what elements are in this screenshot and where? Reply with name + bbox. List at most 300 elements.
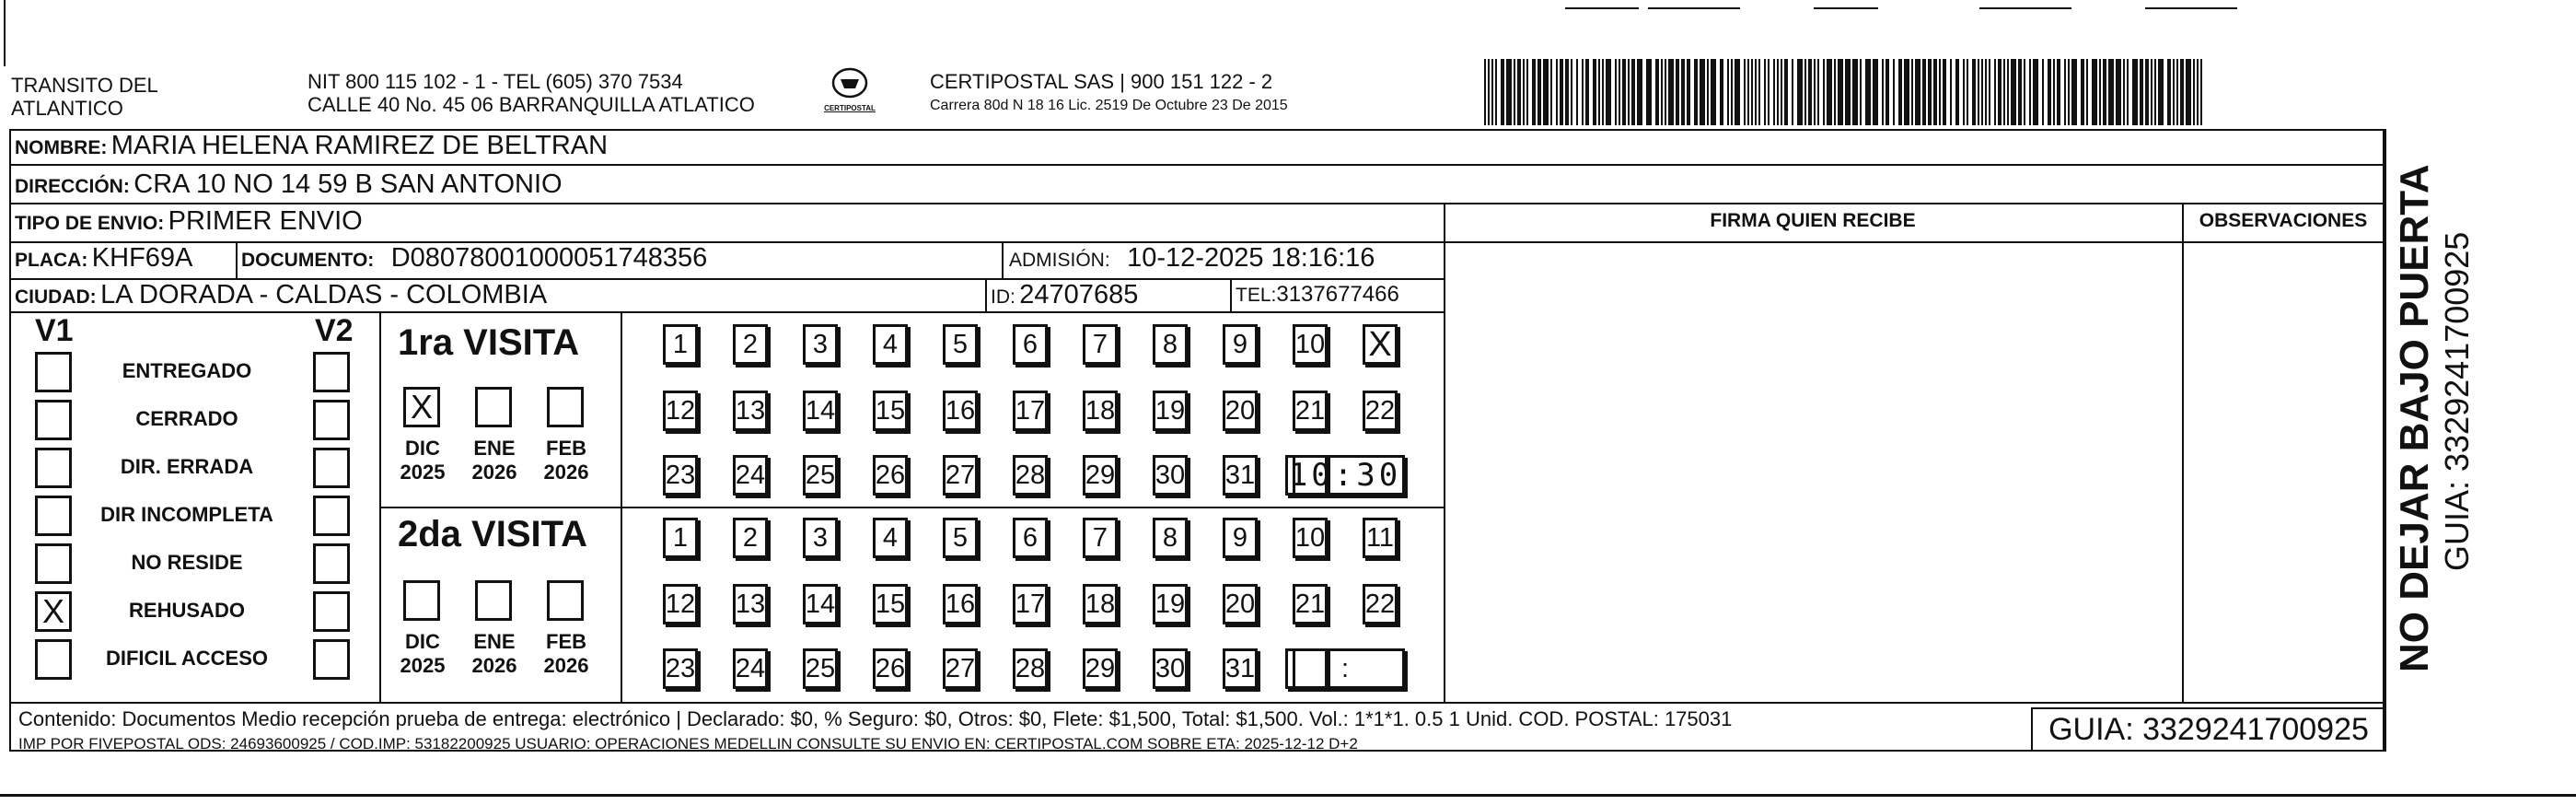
left-edge-line xyxy=(4,0,6,66)
visit2-day-box[interactable]: 27 xyxy=(943,648,978,689)
side-guia: GUIA: 3329241700925 xyxy=(2438,231,2476,571)
visit1-day-box[interactable]: 30 xyxy=(1153,455,1188,496)
barcode-bar xyxy=(1972,59,1976,125)
barcode-bar xyxy=(1768,59,1770,125)
barcode-bar xyxy=(1751,59,1753,125)
barcode-bar xyxy=(1707,59,1709,125)
visit2-day-box[interactable]: 25 xyxy=(803,648,838,689)
month-year: 2025 xyxy=(400,654,446,677)
visit1-day-box[interactable]: 24 xyxy=(733,455,768,496)
visit1-month-checkbox[interactable]: X xyxy=(403,387,440,427)
visit1-day-box[interactable]: 7 xyxy=(1083,324,1118,365)
visit1-day-box[interactable]: 20 xyxy=(1223,391,1258,431)
barcode-bar xyxy=(1904,59,1909,125)
visit1-day-box[interactable]: 31 xyxy=(1223,455,1258,496)
v1-checkbox[interactable] xyxy=(35,448,72,488)
v2-checkbox[interactable] xyxy=(313,496,350,536)
barcode-bar xyxy=(1985,59,1987,125)
month-year: 2025 xyxy=(400,461,446,484)
visit2-day-box[interactable]: 9 xyxy=(1223,518,1258,558)
barcode-bar xyxy=(1571,59,1572,125)
barcode-bar xyxy=(1981,59,1983,125)
footer-line1: Contenido: Documentos Medio recepción prueba de entrega: electrónico | Declarado: $0, % Seguro: $0, Otros: $0, Flete: $1,500, Total: $1,500. Vol.: 1*1*1. 0.5 1 Unid. COD. POSTAL: 175031 xyxy=(18,707,1733,730)
visit2-month-checkbox[interactable] xyxy=(547,580,584,621)
visit2-day-box[interactable]: 8 xyxy=(1153,518,1188,558)
barcode-bar xyxy=(2200,59,2202,125)
barcode-bar xyxy=(1744,59,1746,125)
footer-line2: IMP POR FIVEPOSTAL ODS: 24693600925 / COD.IMP: 53182200925 USUARIO: OPERACIONES MEDELLIN CONSULTE SU ENVIO EN: CERTIPOSTAL.COM SOBRE ETA: 2025-12-12 D+2 xyxy=(18,735,1358,752)
visit2-day-box[interactable]: 19 xyxy=(1153,584,1188,624)
barcode-bar xyxy=(1797,59,1803,125)
logo-text: CERTIPOSTAL xyxy=(824,104,876,112)
visit1-day-box[interactable]: 10 xyxy=(1293,324,1328,365)
status-label: ENTREGADO xyxy=(122,359,252,382)
visit1-month-label xyxy=(462,437,527,484)
barcode-bar xyxy=(1845,59,1851,125)
barcode-bar xyxy=(1637,59,1642,125)
bottom-edge-line xyxy=(0,794,2576,797)
barcode-bar xyxy=(1514,59,1515,125)
v1-checkbox[interactable]: X xyxy=(35,591,72,632)
observaciones-header: OBSERVACIONES xyxy=(2199,210,2368,231)
barcode-bar xyxy=(1602,59,1604,125)
v2-checkbox[interactable] xyxy=(313,543,350,584)
top-dash-2 xyxy=(1648,7,1740,9)
visit1-day-box[interactable]: 28 xyxy=(1013,455,1048,496)
barcode-bar xyxy=(1720,59,1723,125)
visit2-day-box[interactable]: 30 xyxy=(1153,648,1188,689)
month-year: 2026 xyxy=(471,461,517,484)
barcode-bar xyxy=(2064,59,2066,125)
barcode-bar xyxy=(2053,59,2055,125)
barcode-bar xyxy=(1532,59,1536,125)
v2-checkbox[interactable] xyxy=(313,400,350,440)
barcode-bar xyxy=(1817,59,1819,125)
visit1-day-box[interactable]: 27 xyxy=(943,455,978,496)
barcode-bar xyxy=(1922,59,1926,125)
barcode-bar xyxy=(2011,59,2016,125)
visit1-day-box[interactable]: 2 xyxy=(733,324,768,365)
barcode-bar xyxy=(2158,59,2164,125)
v2-checkbox[interactable] xyxy=(313,639,350,680)
visit2-day-box[interactable]: 3 xyxy=(803,518,838,558)
barcode-bar xyxy=(2154,59,2156,125)
barcode-bar xyxy=(1827,59,1832,125)
barcode-bar xyxy=(1943,59,1946,125)
barcode-bar xyxy=(1955,59,1959,125)
barcode-bar xyxy=(2151,59,2152,125)
visit2-day-box[interactable]: 6 xyxy=(1013,518,1048,558)
ciudad-label: CIUDAD: xyxy=(15,286,97,308)
visit2-month-checkbox[interactable] xyxy=(403,580,440,621)
barcode-bar xyxy=(2086,59,2088,125)
barcode-bar xyxy=(2116,59,2121,125)
status-label: DIFICIL ACCESO xyxy=(105,647,268,670)
barcode-bar xyxy=(1758,59,1760,125)
barcode-bar xyxy=(1852,59,1858,125)
barcode-bar xyxy=(1543,59,1549,125)
ciudad-value: LA DORADA - CALDAS - COLOMBIA xyxy=(100,280,548,309)
row-line-footer xyxy=(9,702,2385,704)
id-value: 24707685 xyxy=(1019,280,1139,309)
barcode-bar xyxy=(1576,59,1578,125)
footer-guia: GUIA: 3329241700925 xyxy=(2048,712,2369,747)
barcode-bar xyxy=(1506,59,1512,125)
visit2-day-box[interactable]: 31 xyxy=(1223,648,1258,689)
barcode-bar xyxy=(1978,59,1979,125)
courier-name: CERTIPOSTAL SAS | 900 151 122 - 2 xyxy=(930,70,1273,93)
barcode-bar xyxy=(1915,59,1920,125)
barcode-bar xyxy=(1491,59,1493,125)
firma-header: FIRMA QUIEN RECIBE xyxy=(1710,210,1916,231)
barcode-bar xyxy=(1550,59,1552,125)
barcode-bar xyxy=(2132,59,2138,125)
barcode-bar xyxy=(2007,59,2009,125)
barcode-bar xyxy=(2024,59,2025,125)
barcode-bar xyxy=(1665,59,1666,125)
barcode-bar xyxy=(1882,59,1884,125)
visit2-title: 2da VISITA xyxy=(398,514,587,554)
barcode-bar xyxy=(1731,59,1733,125)
visit1-day-box[interactable]: 4 xyxy=(873,324,908,365)
month-year: 2026 xyxy=(471,654,517,677)
barcode-bar xyxy=(1764,59,1766,125)
visit1-month-label xyxy=(390,437,455,484)
visit2-day-box[interactable]: 18 xyxy=(1083,584,1118,624)
barcode-bar xyxy=(1526,59,1528,125)
courier-license: Carrera 80d N 18 16 Lic. 2519 De Octubre 23 De 2015 xyxy=(930,98,1288,113)
barcode-bar xyxy=(1556,59,1558,125)
direccion-value: CRA 10 NO 14 59 B SAN ANTONIO xyxy=(133,169,563,199)
barcode-bar xyxy=(1622,59,1626,125)
visit2-day-box[interactable]: 12 xyxy=(663,584,698,624)
visit1-day-box[interactable]: 16 xyxy=(943,391,978,431)
barcode-bar xyxy=(1628,59,1630,125)
visit1-day-box[interactable]: 23 xyxy=(663,455,698,496)
barcode-bar xyxy=(1939,59,1941,125)
barcode-bar xyxy=(1488,59,1490,125)
visit2-day-box[interactable]: 22 xyxy=(1363,584,1398,624)
id-divider xyxy=(985,278,987,311)
id-field xyxy=(991,280,1138,310)
visit1-day-box[interactable]: X xyxy=(1363,324,1398,365)
status-label: DIR. ERRADA xyxy=(120,455,254,478)
ciudad-field xyxy=(15,280,547,310)
admision-value: 10-12-2025 18:16:16 xyxy=(1127,243,1375,273)
barcode-bar xyxy=(2167,59,2171,125)
barcode-bar xyxy=(1808,59,1812,125)
barcode-bar xyxy=(1501,59,1504,125)
barcode-bar xyxy=(2057,59,2060,125)
barcode-bar xyxy=(1646,59,1652,125)
barcode-bar xyxy=(2127,59,2129,125)
visit2-day-box[interactable]: 4 xyxy=(873,518,908,558)
side-warning: NO DEJAR BAJO PUERTA xyxy=(2392,164,2437,672)
barcode-bar xyxy=(1865,59,1871,125)
month-name: DIC xyxy=(405,437,440,460)
barcode-bar xyxy=(1676,59,1679,125)
barcode-bar xyxy=(1661,59,1663,125)
barcode-bar xyxy=(1598,59,1600,125)
barcode-bar xyxy=(1784,59,1788,125)
row-line-1 xyxy=(9,164,2385,166)
sender-name-line1: TRANSITO DEL xyxy=(11,74,158,97)
documento-field xyxy=(241,243,707,274)
visit1-month-label xyxy=(534,437,598,484)
visit1-day-box[interactable]: 12 xyxy=(663,391,698,431)
placa-field xyxy=(15,243,192,274)
visit1-day-box[interactable]: 29 xyxy=(1083,455,1118,496)
footer-text xyxy=(18,707,2007,753)
footer-guia-box xyxy=(2031,707,2386,752)
visit2-day-box[interactable]: 10 xyxy=(1293,518,1328,558)
status-label: DIR INCOMPLETA xyxy=(100,503,273,526)
barcode-bar xyxy=(1585,59,1589,125)
visit1-time-box[interactable]: 10:30 xyxy=(1285,455,1405,496)
month-name: FEB xyxy=(546,630,586,653)
id-label: ID: xyxy=(991,286,1015,308)
v2-checkbox[interactable] xyxy=(313,591,350,632)
barcode-bar xyxy=(1711,59,1716,125)
barcode-bar xyxy=(2123,59,2125,125)
visit2-month-checkbox[interactable] xyxy=(475,580,512,621)
barcode-bar xyxy=(1694,59,1698,125)
barcode-bar xyxy=(1928,59,1932,125)
nombre-field xyxy=(15,131,608,161)
barcode-bar xyxy=(2018,59,2022,125)
sender-address: CALLE 40 No. 45 06 BARRANQUILLA ATLATICO xyxy=(307,93,755,116)
v2-checkbox[interactable] xyxy=(313,352,350,392)
visit2-month-label xyxy=(462,630,527,678)
month-year: 2026 xyxy=(543,654,589,677)
placa-value: KHF69A xyxy=(91,243,193,273)
barcode-bar xyxy=(1792,59,1793,125)
visit2-day-box[interactable]: 7 xyxy=(1083,518,1118,558)
visit1-day-box[interactable]: 21 xyxy=(1293,391,1328,431)
visit1-day-box[interactable]: 17 xyxy=(1013,391,1048,431)
firma-header-line xyxy=(1444,241,2385,243)
barcode-bar xyxy=(1606,59,1611,125)
barcode-bar xyxy=(1911,59,1913,125)
visit1-month-checkbox[interactable] xyxy=(475,387,512,427)
tel-value: 3137677466 xyxy=(1276,282,1399,307)
visit2-day-box[interactable]: 5 xyxy=(943,518,978,558)
barcode-bar xyxy=(1834,59,1836,125)
barcode-bar xyxy=(1898,59,1902,125)
barcode-bar xyxy=(2176,59,2178,125)
barcode-bar xyxy=(1615,59,1617,125)
visit1-day-box[interactable]: 5 xyxy=(943,324,978,365)
barcode-bar xyxy=(2103,59,2106,125)
documento-label: DOCUMENTO: xyxy=(241,250,375,271)
visit2-day-box[interactable]: 29 xyxy=(1083,648,1118,689)
sender-name-line2: ATLANTICO xyxy=(11,97,123,120)
tipo-field xyxy=(15,206,363,237)
barcode-bar xyxy=(2071,59,2077,125)
tipo-value: PRIMER ENVIO xyxy=(168,206,363,236)
visit1-day-box[interactable]: 3 xyxy=(803,324,838,365)
barcode-bar xyxy=(2186,59,2191,125)
barcode-bar xyxy=(1989,59,1990,125)
status-label: NO RESIDE xyxy=(131,551,243,574)
top-dash-4 xyxy=(1979,7,2071,9)
barcode-bar xyxy=(2048,59,2051,125)
visit1-month-checkbox[interactable] xyxy=(547,387,584,427)
tel-field xyxy=(1236,282,1399,308)
month-name: DIC xyxy=(405,630,440,653)
status-label: REHUSADO xyxy=(129,599,245,622)
visit1-day-box[interactable]: 18 xyxy=(1083,391,1118,431)
visit2-day-box[interactable]: 2 xyxy=(733,518,768,558)
barcode-bar xyxy=(1755,59,1757,125)
barcode-bar xyxy=(1735,59,1740,125)
visit1-title: 1ra VISITA xyxy=(398,322,580,363)
visit1-day-box[interactable]: 13 xyxy=(733,391,768,431)
admision-field xyxy=(1009,243,1375,274)
barcode-bar xyxy=(2193,59,2195,125)
barcode-bar xyxy=(1727,59,1729,125)
barcode-bar xyxy=(1700,59,1705,125)
v1-checkbox[interactable] xyxy=(35,543,72,584)
barcode-bar xyxy=(2173,59,2175,125)
visit1-day-box[interactable]: 8 xyxy=(1153,324,1188,365)
visit2-day-box[interactable]: 15 xyxy=(873,584,908,624)
barcode-bar xyxy=(2092,59,2097,125)
barcode-bar xyxy=(1495,59,1497,125)
admision-divider xyxy=(1002,241,1004,278)
v2-label: V2 xyxy=(315,313,354,348)
placa-divider xyxy=(236,241,238,278)
barcode-bar xyxy=(1582,59,1584,125)
barcode-bar xyxy=(1773,59,1775,125)
barcode-bar xyxy=(1631,59,1635,125)
visit1-day-box[interactable]: 26 xyxy=(873,455,908,496)
top-dash-1 xyxy=(1565,7,1639,9)
month-year: 2026 xyxy=(543,461,589,484)
visit1-day-box[interactable]: 22 xyxy=(1363,391,1398,431)
barcode-bar xyxy=(2145,59,2149,125)
firma-left-line xyxy=(1444,203,1445,702)
barcode-bar xyxy=(2003,59,2005,125)
nombre-label: NOMBRE: xyxy=(15,137,108,158)
logo-icon xyxy=(830,66,870,99)
barcode-bar xyxy=(1933,59,1937,125)
sender-info xyxy=(307,70,755,116)
barcode-bar xyxy=(2068,59,2070,125)
barcode-bar xyxy=(1560,59,1563,125)
visit2-day-box[interactable]: 28 xyxy=(1013,648,1048,689)
v1-checkbox[interactable] xyxy=(35,400,72,440)
placa-label: PLACA: xyxy=(15,250,88,271)
barcode-bar xyxy=(1565,59,1569,125)
visit2-day-box[interactable]: 24 xyxy=(733,648,768,689)
barcode-bar xyxy=(1517,59,1521,125)
month-name: ENE xyxy=(473,630,516,653)
v1-checkbox[interactable] xyxy=(35,496,72,536)
top-dash-5 xyxy=(2145,7,2237,9)
visit1-day-box[interactable]: 6 xyxy=(1013,324,1048,365)
certipostal-logo xyxy=(812,66,888,118)
visit1-day-box[interactable]: 25 xyxy=(803,455,838,496)
barcode-bar xyxy=(1619,59,1620,125)
barcode-bar xyxy=(1484,59,1486,125)
barcode-bar xyxy=(1523,59,1525,125)
month-name: ENE xyxy=(473,437,516,460)
barcode-bar xyxy=(2029,59,2031,125)
barcode-bar xyxy=(1777,59,1779,125)
direccion-field xyxy=(15,169,563,200)
visit2-day-box[interactable]: 23 xyxy=(663,648,698,689)
barcode-bar xyxy=(2108,59,2114,125)
top-dash-3 xyxy=(1814,7,1878,9)
barcode-bar xyxy=(1838,59,1843,125)
courier-info xyxy=(930,70,1288,115)
barcode-bar xyxy=(1814,59,1816,125)
barcode-bar xyxy=(1950,59,1952,125)
barcode-bar xyxy=(1681,59,1685,125)
visit2-day-box[interactable]: 13 xyxy=(733,584,768,624)
barcode xyxy=(1484,59,2206,125)
tel-label: TEL: xyxy=(1236,285,1277,306)
row-line-2 xyxy=(9,203,2385,204)
barcode-bar xyxy=(1804,59,1806,125)
barcode-icon xyxy=(1484,59,2206,125)
visit1-day-box[interactable]: 14 xyxy=(803,391,838,431)
admision-label: ADMISIÓN: xyxy=(1009,250,1110,271)
status-label: CERRADO xyxy=(135,407,238,430)
barcode-bar xyxy=(2140,59,2143,125)
barcode-bar xyxy=(1668,59,1674,125)
visit2-day-box[interactable]: 17 xyxy=(1013,584,1048,624)
v2-checkbox[interactable] xyxy=(313,448,350,488)
obs-left-line xyxy=(2182,203,2184,702)
barcode-bar xyxy=(1998,59,2002,125)
visit2-day-box[interactable]: 11 xyxy=(1363,518,1398,558)
barcode-bar xyxy=(1655,59,1659,125)
barcode-bar xyxy=(2081,59,2084,125)
v1-checkbox[interactable] xyxy=(35,639,72,680)
documento-value: D08078001000051748356 xyxy=(390,243,708,273)
tipo-label: TIPO DE ENVIO: xyxy=(15,213,165,234)
side-left-line xyxy=(2385,129,2386,752)
visit-separator xyxy=(379,507,1444,508)
visit1-day-box[interactable]: 9 xyxy=(1223,324,1258,365)
nombre-value: MARIA HELENA RAMIREZ DE BELTRAN xyxy=(110,131,609,160)
visit2-day-box[interactable]: 21 xyxy=(1293,584,1328,624)
sender-name xyxy=(11,74,158,120)
barcode-bar xyxy=(1873,59,1878,125)
visit2-day-box[interactable]: 26 xyxy=(873,648,908,689)
visit1-day-box[interactable]: 19 xyxy=(1153,391,1188,431)
visit1-day-box[interactable]: 15 xyxy=(873,391,908,431)
visit2-day-box[interactable]: 16 xyxy=(943,584,978,624)
sender-nit: NIT 800 115 102 - 1 - TEL (605) 370 7534 xyxy=(307,70,683,93)
barcode-bar xyxy=(1593,59,1596,125)
barcode-bar xyxy=(1886,59,1889,125)
barcode-bar xyxy=(1537,59,1541,125)
visit2-day-box[interactable]: 14 xyxy=(803,584,838,624)
visit2-day-box[interactable]: 1 xyxy=(663,518,698,558)
visit2-day-box[interactable]: 20 xyxy=(1223,584,1258,624)
visit2-time-box[interactable]: : xyxy=(1285,648,1405,689)
v1-checkbox[interactable] xyxy=(35,352,72,392)
visit1-day-box[interactable]: 1 xyxy=(663,324,698,365)
barcode-bar xyxy=(1967,59,1968,125)
month-name: FEB xyxy=(546,437,586,460)
barcode-bar xyxy=(1781,59,1782,125)
barcode-bar xyxy=(1687,59,1690,125)
visit2-month-label xyxy=(534,630,598,678)
